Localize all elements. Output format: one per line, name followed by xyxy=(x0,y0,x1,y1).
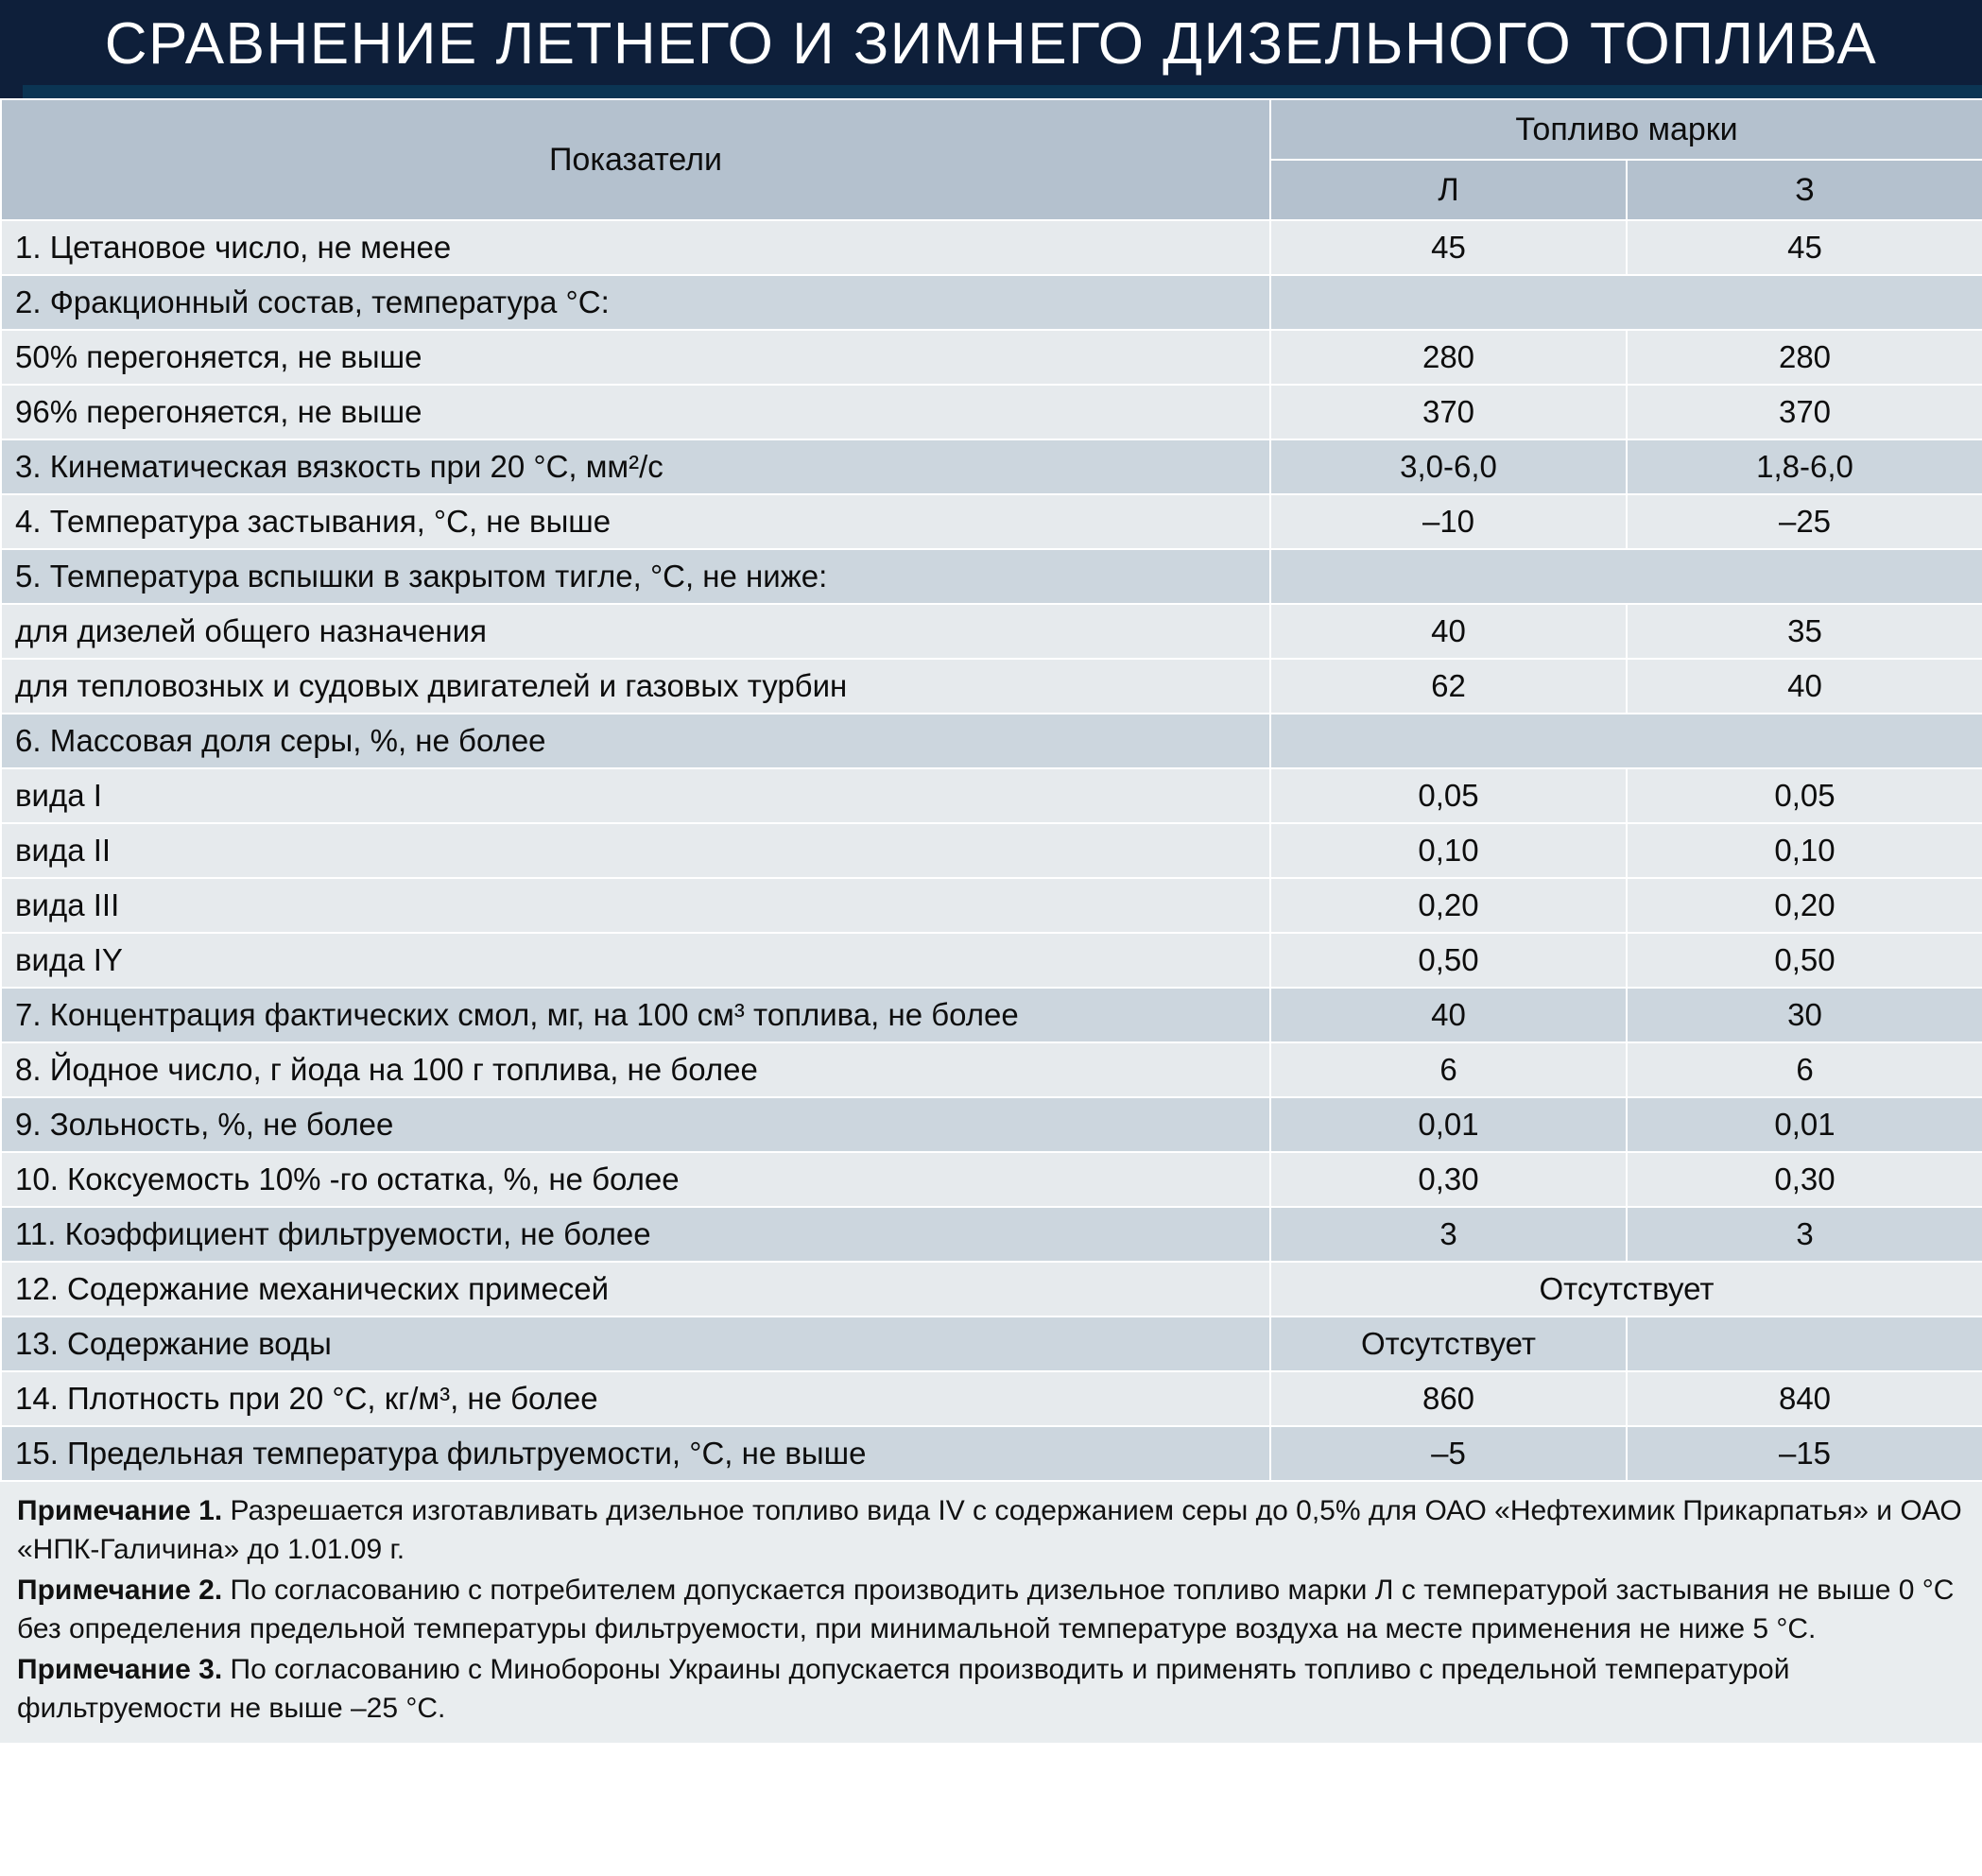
table-row xyxy=(1,1097,1982,1152)
row-value-l: 40 xyxy=(1270,604,1627,659)
note-3-label: Примечание 3. xyxy=(17,1654,223,1685)
page-title: СРАВНЕНИЕ ЛЕТНЕГО И ЗИМНЕГО ДИЗЕЛЬНОГО ТОПЛИВА xyxy=(104,11,1878,77)
row-value-z: 1,8-6,0 xyxy=(1627,439,1982,494)
row-value-l: 3,0-6,0 xyxy=(1270,439,1627,494)
note-1-text: Разрешается изготавливать дизельное топливо вида IV с содержанием серы до 0,5% для ОАО «Нефтехимик Прикарпатья» и ОАО «НПК-Галичина» до 1.01.09 г. xyxy=(17,1495,1962,1565)
table-row xyxy=(1,1426,1982,1481)
row-value-z: 0,05 xyxy=(1627,768,1982,823)
note-1 xyxy=(17,1491,1965,1569)
row-value-z: 40 xyxy=(1627,659,1982,714)
row-indicator-label: вида II xyxy=(1,823,1270,878)
row-indicator-label: 13. Содержание воды xyxy=(1,1317,1270,1371)
row-indicator-label: вида III xyxy=(1,878,1270,933)
table-row xyxy=(1,330,1982,385)
row-indicator-label: 1. Цетановое число, не менее xyxy=(1,220,1270,275)
row-value-l: 40 xyxy=(1270,988,1627,1042)
header-indicator: Показатели xyxy=(1,99,1270,220)
table-body xyxy=(1,220,1982,1481)
row-indicator-label: вида IY xyxy=(1,933,1270,988)
table-row xyxy=(1,878,1982,933)
row-indicator-label: 96% перегоняется, не выше xyxy=(1,385,1270,439)
row-value-z: 0,20 xyxy=(1627,878,1982,933)
table-row xyxy=(1,933,1982,988)
row-value-z: 0,50 xyxy=(1627,933,1982,988)
table-row xyxy=(1,823,1982,878)
table-row xyxy=(1,768,1982,823)
row-value-z: 0,10 xyxy=(1627,823,1982,878)
note-2-label: Примечание 2. xyxy=(17,1575,223,1606)
table-header-row-1 xyxy=(1,99,1982,160)
table-row xyxy=(1,1152,1982,1207)
comparison-table-container xyxy=(0,98,1982,1482)
table-row xyxy=(1,988,1982,1042)
note-3-text: По согласованию с Минобороны Украины допускается производить и применять топливо с предельной температурой фильтруемости не выше –25 °C. xyxy=(17,1654,1790,1724)
row-value-l: 0,01 xyxy=(1270,1097,1627,1152)
row-value-l: 6 xyxy=(1270,1042,1627,1097)
header-column-z: З xyxy=(1627,160,1982,220)
table-row xyxy=(1,549,1982,604)
row-value-l: 0,20 xyxy=(1270,878,1627,933)
table-row xyxy=(1,1317,1982,1371)
row-value-z: –25 xyxy=(1627,494,1982,549)
row-value-l: 0,10 xyxy=(1270,823,1627,878)
title-banner xyxy=(0,0,1982,98)
notes-section xyxy=(0,1482,1982,1743)
row-value-z: 6 xyxy=(1627,1042,1982,1097)
row-indicator-label: 10. Коксуемость 10% -го остатка, %, не более xyxy=(1,1152,1270,1207)
row-value-z: 0,01 xyxy=(1627,1097,1982,1152)
row-value-empty xyxy=(1270,714,1982,768)
banner-accent-strip xyxy=(23,85,1982,98)
row-indicator-label: 15. Предельная температура фильтруемости, °C, не выше xyxy=(1,1426,1270,1481)
row-indicator-label: 11. Коэффициент фильтруемости, не более xyxy=(1,1207,1270,1262)
row-indicator-label: 5. Температура вспышки в закрытом тигле, °C, не ниже: xyxy=(1,549,1270,604)
table-row xyxy=(1,1262,1982,1317)
row-value-l: 0,05 xyxy=(1270,768,1627,823)
row-value-merged: Отсутствует xyxy=(1270,1262,1982,1317)
row-indicator-label: 14. Плотность при 20 °C, кг/м³, не более xyxy=(1,1371,1270,1426)
note-2-text: По согласованию с потребителем допускается производить дизельное топливо марки Л с температурой застывания не выше 0 °C без определения предельной температуры фильтруемости, при минимальной температуре воздуха на месте применения не ниже 5 °C. xyxy=(17,1575,1955,1644)
row-value-z: 35 xyxy=(1627,604,1982,659)
row-indicator-label: 12. Содержание механических примесей xyxy=(1,1262,1270,1317)
row-value-l: –5 xyxy=(1270,1426,1627,1481)
header-fuel-grade-group: Топливо марки xyxy=(1270,99,1982,160)
row-value-z: 30 xyxy=(1627,988,1982,1042)
row-value-l: –10 xyxy=(1270,494,1627,549)
row-indicator-label: 7. Концентрация фактических смол, мг, на 100 см³ топлива, не более xyxy=(1,988,1270,1042)
table-row xyxy=(1,604,1982,659)
table-row xyxy=(1,1042,1982,1097)
row-value-l: 3 xyxy=(1270,1207,1627,1262)
row-value-z: 370 xyxy=(1627,385,1982,439)
row-value-empty xyxy=(1270,549,1982,604)
row-indicator-label: для тепловозных и судовых двигателей и газовых турбин xyxy=(1,659,1270,714)
row-value-l: 45 xyxy=(1270,220,1627,275)
note-2 xyxy=(17,1571,1965,1648)
row-indicator-label: 3. Кинематическая вязкость при 20 °C, мм²/с xyxy=(1,439,1270,494)
row-value-l: 860 xyxy=(1270,1371,1627,1426)
row-indicator-label: вида I xyxy=(1,768,1270,823)
row-value-empty xyxy=(1270,275,1982,330)
table-row xyxy=(1,385,1982,439)
fuel-comparison-table xyxy=(0,98,1982,1482)
row-indicator-label: 6. Массовая доля серы, %, не более xyxy=(1,714,1270,768)
row-value-l: 0,30 xyxy=(1270,1152,1627,1207)
row-value-z: 0,30 xyxy=(1627,1152,1982,1207)
row-value-z: 45 xyxy=(1627,220,1982,275)
row-value-z: 840 xyxy=(1627,1371,1982,1426)
table-row xyxy=(1,1371,1982,1426)
table-row xyxy=(1,220,1982,275)
row-value-l: 370 xyxy=(1270,385,1627,439)
row-value-z: 280 xyxy=(1627,330,1982,385)
table-row xyxy=(1,659,1982,714)
table-row xyxy=(1,1207,1982,1262)
table-row xyxy=(1,275,1982,330)
row-indicator-label: 9. Зольность, %, не более xyxy=(1,1097,1270,1152)
row-indicator-label: 50% перегоняется, не выше xyxy=(1,330,1270,385)
row-indicator-label: 4. Температура застывания, °C, не выше xyxy=(1,494,1270,549)
row-indicator-label: для дизелей общего назначения xyxy=(1,604,1270,659)
row-value-l: 280 xyxy=(1270,330,1627,385)
table-row xyxy=(1,439,1982,494)
header-column-l: Л xyxy=(1270,160,1627,220)
table-row xyxy=(1,714,1982,768)
row-value-z xyxy=(1627,1317,1982,1371)
table-header xyxy=(1,99,1982,220)
note-3 xyxy=(17,1650,1965,1728)
row-value-z: 3 xyxy=(1627,1207,1982,1262)
row-indicator-label: 8. Йодное число, г йода на 100 г топлива, не более xyxy=(1,1042,1270,1097)
row-value-l: 0,50 xyxy=(1270,933,1627,988)
table-row xyxy=(1,494,1982,549)
row-value-l: 62 xyxy=(1270,659,1627,714)
row-value-l: Отсутствует xyxy=(1270,1317,1627,1371)
note-1-label: Примечание 1. xyxy=(17,1495,223,1526)
row-indicator-label: 2. Фракционный состав, температура °C: xyxy=(1,275,1270,330)
row-value-z: –15 xyxy=(1627,1426,1982,1481)
